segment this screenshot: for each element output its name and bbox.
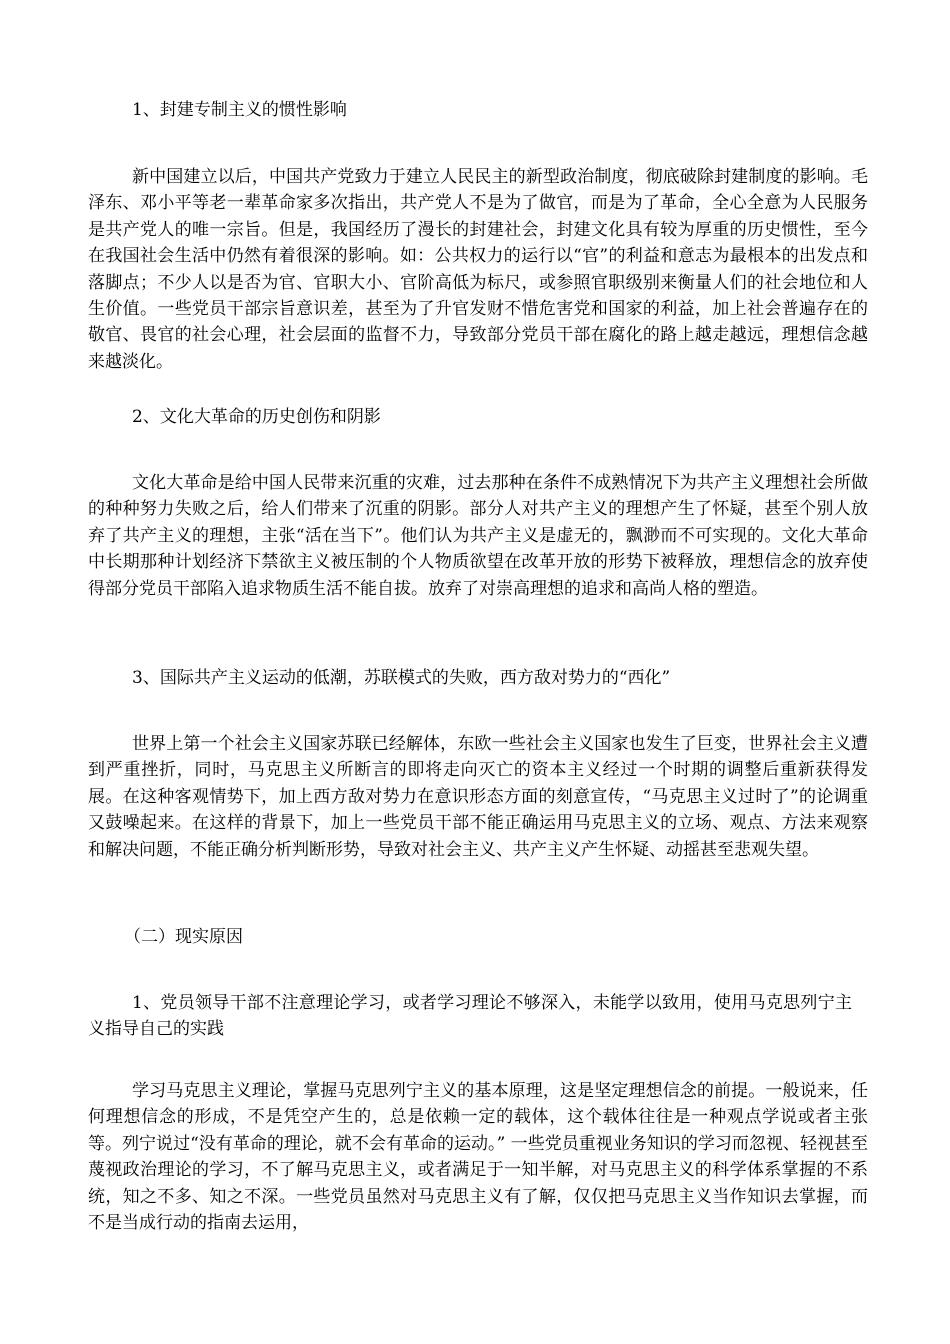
subsection-title-practical-reasons: （二）现实原因 (124, 927, 243, 947)
section-heading-cultural-revolution: 2、文化大革命的历史创伤和阴影 (132, 407, 381, 427)
subsection-item-heading-theory-study: 1、党员领导干部不注意理论学习，或者学习理论不够深入，未能学以致用，使用马克思列宁主义指导自己的实践 (88, 993, 852, 1040)
section-heading-feudal-influence: 1、封建专制主义的惯性影响 (132, 100, 347, 120)
section-paragraph-cultural-revolution: 文化大革命是给中国人民带来沉重的灾难，过去那种在条件不成熟情况下为共产主义理想社会所做的种种努力失败之后，给人们带来了沉重的阴影。部分人对共产主义的理想产生了怀疑，甚至个别人放弃了共产主义的理想，主张“活在当下”。他们认为共产主义是虚无的，飘渺而不可实现的。文化大革命中长期那种计划经济下禁欲主义被压制的个人物质欲望在改革开放的形势下被释放，理想信念的放弃使得部分党员干部陷入追求物质生活不能自拔。放弃了对崇高理想的追求和高尚人格的塑造。 (88, 473, 868, 599)
subsection-item-paragraph-theory-study: 学习马克思主义理论，掌握马克思列宁主义的基本原理，这是坚定理想信念的前提。一般说来，任何理想信念的形成，不是凭空产生的，总是依赖一定的载体，这个载体往往是一种观点学说或者主张等。列宁说过“没有革命的理论，就不会有革命的运动。” 一些党员重视业务知识的学习而忽视、轻视甚至蔑视政治理论的学习，不了解马克思主义，或者满足于一知半解，对马克思主义的科学体系掌握的不系统，知之不多、知之不深。一些党员虽然对马克思主义有了解，仅仅把马克思主义当作知识去掌握，而不是当成行动的指南去运用， (88, 1081, 868, 1234)
section-heading-international-movement: 3、国际共产主义运动的低潮，苏联模式的失败，西方敌对势力的“西化” (132, 668, 671, 688)
section-paragraph-international-movement: 世界上第一个社会主义国家苏联已经解体，东欧一些社会主义国家也发生了巨变，世界社会主义遭到严重挫折，同时，马克思主义所断言的即将走向灭亡的资本主义经过一个时期的调整后重新获得发展。在这种客观情势下，加上西方敌对势力在意识形态方面的刻意宣传，“马克思主义过时了”的论调重又鼓噪起来。在这样的背景下，加上一些党员干部不能正确运用马克思主义的立场、观点、方法来观察和解决问题，不能正确分析判断形势，导致对社会主义、共产主义产生怀疑、动摇甚至悲观失望。 (88, 734, 868, 860)
section-paragraph-feudal-influence: 新中国建立以后，中国共产党致力于建立人民民主的新型政治制度，彻底破除封建制度的影响。毛泽东、邓小平等老一辈革命家多次指出，共产党人不是为了做官，而是为了革命，全心全意为人民服务是共产党人的唯一宗旨。但是，我国经历了漫长的封建社会，封建文化具有较为厚重的历史惯性，至今在我国社会生活中仍然有着很深的影响。如：公共权力的运行以“官”的利益和意志为最根本的出发点和落脚点；不少人以是否为官、官职大小、官阶高低为标尺，或参照官职级别来衡量人们的社会地位和人生价值。一些党员干部宗旨意识差，甚至为了升官发财不惜危害党和国家的利益，加上社会普遍存在的敬官、畏官的社会心理，社会层面的监督不力，导致部分党员干部在腐化的路上越走越远，理想信念越来越淡化。 (88, 167, 868, 372)
